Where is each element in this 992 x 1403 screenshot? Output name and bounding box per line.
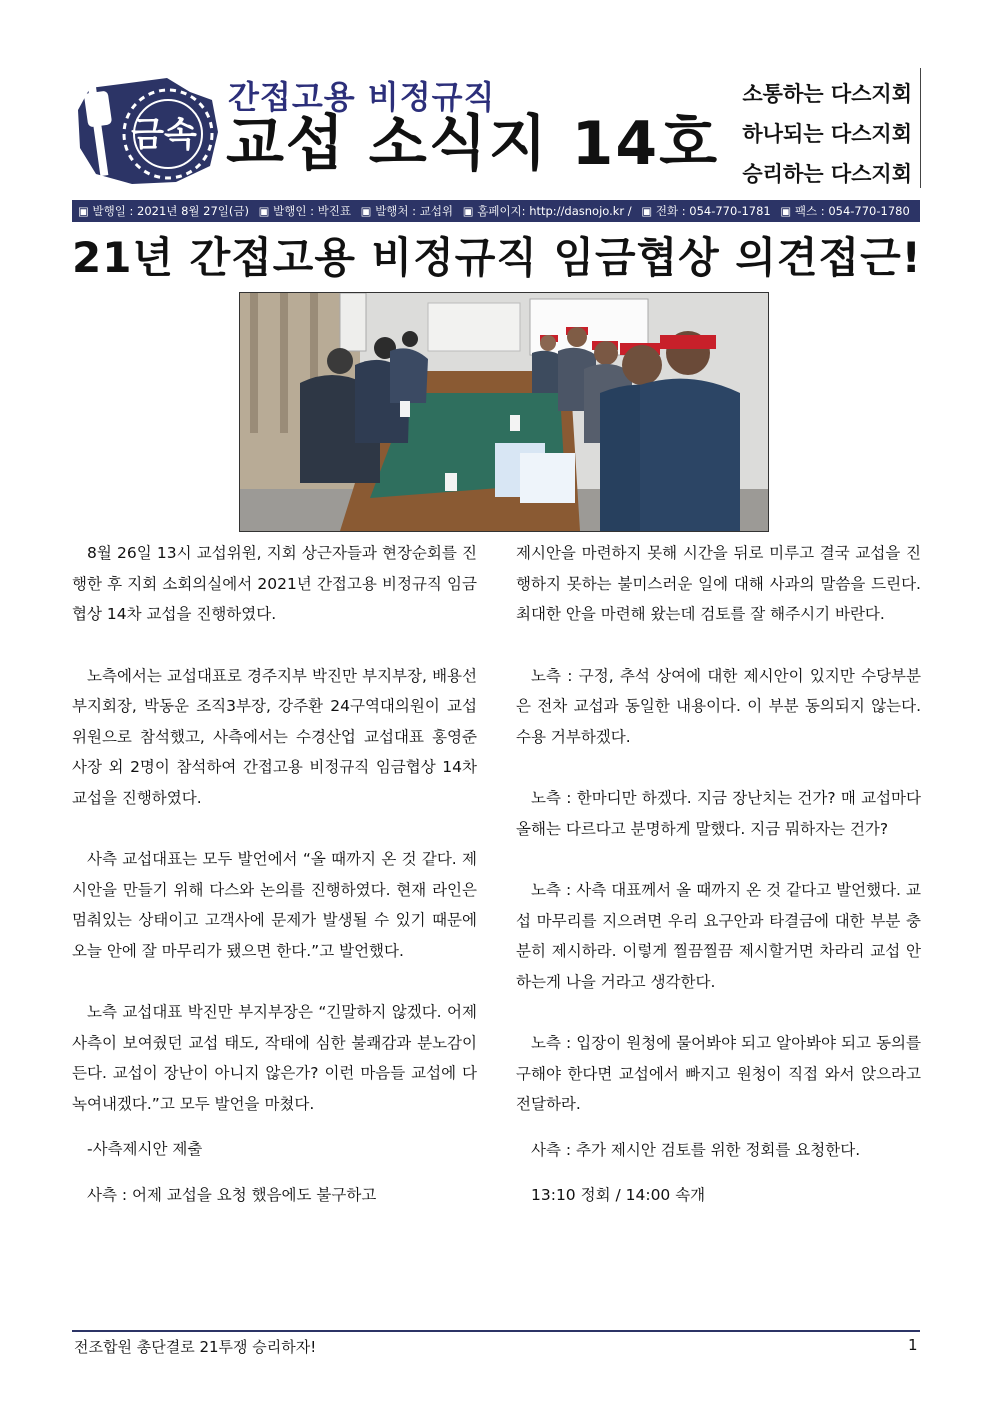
article-paragraph: 사측 교섭대표는 모두 발언에서 “올 때까지 온 것 같다. 제시안을 만들기 위해 다스와 논의를 진행하였다. 현재 라인은 멈춰있는 상태이고 고객사에 문제가 발생될 수 있기 때문에 오늘 안에 잘 마무리가 됐으면 한다.”고 발언했다.	[72, 850, 477, 960]
article-left-column	[72, 538, 477, 1241]
info-issuer: ▣ 발행처 : 교섭위	[360, 204, 454, 218]
slogan-1: 소통하는 다스지회	[742, 82, 912, 106]
article-paragraph: 노측 : 사측 대표께서 올 때까지 온 것 같다고 발언했다. 교섭 마무리를 지으려면 우리 요구안과 타결금에 대한 부분 충분히 제시하라. 이렇게 찔끔찔끔 제시할거면 차라리 교섭 안 하는게 나을 거라고 생각한다.	[516, 881, 921, 991]
headline: 21년 간접고용 비정규직 임금협상 의견접근!	[72, 233, 922, 282]
newsletter-subtitle: 간접고용 비정규직	[228, 78, 496, 116]
article-paragraph: 사측 : 추가 제시안 검토를 위한 정회를 요청한다.	[531, 1140, 861, 1159]
info-publisher: ▣ 발행인 : 박진표	[258, 204, 352, 218]
footer-slogan: 전조합원 총단결로 21투쟁 승리하자!	[74, 1338, 317, 1356]
slogan-2: 하나되는 다스지회	[742, 122, 912, 146]
article-paragraph: 사측 : 어제 교섭을 요청 했음에도 불구하고	[87, 1185, 377, 1204]
recess-note: 13:10 정회 / 14:00 속개	[531, 1186, 706, 1204]
logo-text: 금속	[131, 115, 197, 155]
article-paragraph: 8월 26일 13시 교섭위원, 지회 상근자들과 현장순회를 진행한 후 지회 소회의실에서 2021년 간접고용 비정규직 임금협상 14차 교섭을 진행하였다.	[72, 544, 477, 623]
info-publish-date: ▣ 발행일 : 2021년 8월 27일(금)	[78, 204, 249, 218]
info-phone: ▣ 전화 : 054-770-1781	[641, 204, 771, 218]
info-homepage: ▣ 홈페이지: http://dasnojo.kr /	[462, 204, 632, 218]
article-section-label: -사측제시안 제출	[87, 1140, 203, 1158]
info-fax: ▣ 팩스 : 054-770-1780	[780, 204, 910, 218]
newsletter-title: 교섭 소식지 14호	[226, 109, 720, 179]
article-paragraph: 노측 : 한마디만 하겠다. 지금 장난치는 건가? 매 교섭마다 올해는 다르다고 분명하게 말했다. 지금 뭐하자는 건가?	[516, 789, 921, 838]
article-paragraph: 노측 교섭대표 박진만 부지부장은 “긴말하지 않겠다. 어제 사측이 보여줬던 교섭 태도, 작태에 심한 불쾌감과 분노감이 든다. 교섭이 장난이 아니지 않은가? 이런 마음들 교섭에 다 녹여내겠다.”고 모두 발언을 마쳤다.	[72, 1003, 477, 1113]
slogan-3: 승리하는 다스지회	[742, 162, 912, 186]
article-paragraph: 노측 : 구정, 추석 상여에 대한 제시안이 있지만 수당부분은 전차 교섭과 동일한 내용이다. 이 부분 동의되지 않는다. 수용 거부하겠다.	[516, 666, 921, 746]
page-number: 1	[908, 1336, 918, 1354]
publication-info-bar	[72, 200, 920, 222]
article-paragraph: 노측에서는 교섭대표로 경주지부 박진만 부지부장, 배용선 부지회장, 박동운 조직3부장, 강주환 24구역대의원이 교섭위원으로 참석했고, 사측에서는 수경산업 교섭대표 홍영준 사장 외 2명이 참석하여 간접고용 비정규직 임금협상 14차 교섭을 진행하였다.	[72, 666, 477, 807]
article-right-column	[516, 538, 921, 1242]
footer-divider	[72, 1330, 920, 1332]
article-paragraph: 제시안을 마련하지 못해 시간을 뒤로 미루고 결국 교섭을 진행하지 못하는 불미스러운 일에 대해 사과의 말씀을 드린다. 최대한 안을 마련해 왔는데 검토를 잘 해주시기 바란다.	[516, 544, 921, 623]
meeting-photo	[239, 292, 769, 532]
header-divider	[920, 68, 921, 188]
union-logo	[72, 70, 222, 190]
article-paragraph: 노측 : 입장이 원청에 물어봐야 되고 알아봐야 되고 동의를 구해야 한다면 교섭에서 빠지고 원청이 직접 와서 앉으라고 전달하라.	[516, 1034, 921, 1113]
